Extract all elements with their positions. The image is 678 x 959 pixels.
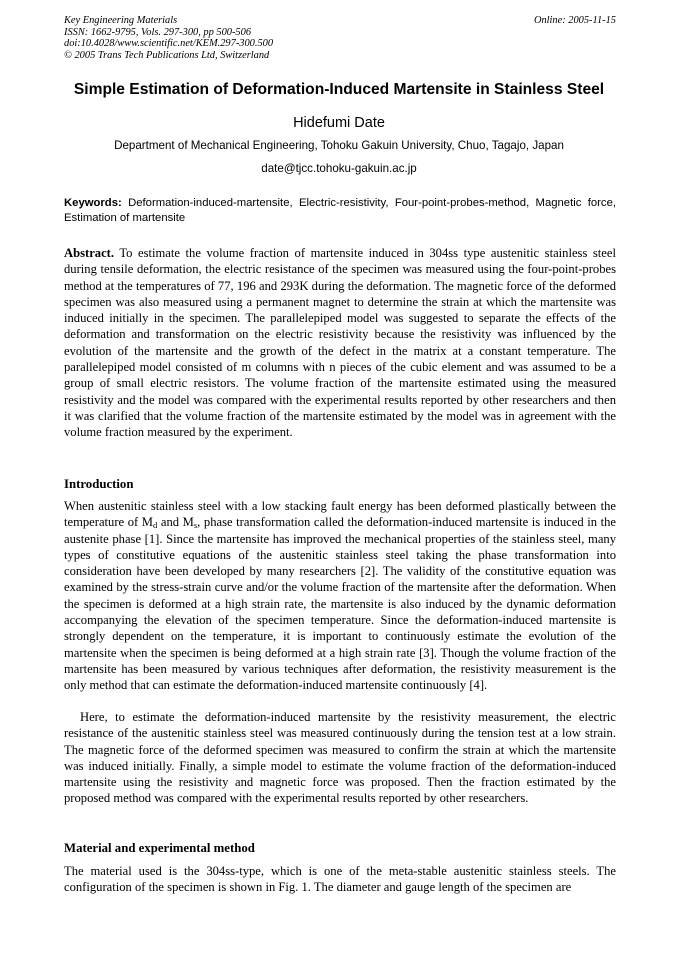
material-paragraph-1: The material used is the 304ss-type, which is one of the meta-stable austenitic stainless steels. The configuration of the specimen is shown in Fig. 1. The diameter and gauge length of the specimen are (64, 864, 616, 895)
abstract-label: Abstract. (64, 246, 115, 260)
intro-text-c: , phase transformation called the deformation-induced martensite is induced in the austenite phase [1]. Since the martensite has improved the mechanical properties of the stainless steel, many types of constitutive equations of the austenitic stainless steel taking the phase transformation into consideration have been developed by many researchers [2]. The validity of the constitutive equation was examined by the stress-strain curve and/or the volume fraction of the martensite after the deformation. When the specimen is deformed at a high strain rate, the martensite is also induced by the dynamic deformation accompanying the elevation of the specimen temperature. Since the deformation-induced martensite is strongly dependent on the temperature, it is important to continuously estimate the evolution of the martensite when the specimen is being deformed at a high strain rate [3]. Though the volume fraction of the martensite has been measured by various techniques after deformation, the resistivity measurement is the only method that can estimate the deformation-induced martensite continuously [4]. (64, 515, 616, 693)
abstract (64, 245, 616, 441)
paper-title: Simple Estimation of Deformation-Induced Martensite in Stainless Steel (73, 81, 605, 98)
copyright-line: © 2005 Trans Tech Publications Ltd, Switzerland (64, 49, 270, 61)
keywords-text: Deformation-induced-martensite, Electric-resistivity, Four-point-probes-method, Magnetic force, Estimation of martensite (64, 197, 616, 224)
doi-line: doi:10.4028/www.scientific.net/KEM.297-300.500 (64, 38, 274, 50)
journal-name: Key Engineering Materials (64, 15, 178, 26)
introduction-paragraph-1 (64, 498, 616, 694)
intro-text-b: and M (157, 515, 194, 530)
keywords-label: Keywords: (64, 197, 122, 209)
journal-header (64, 15, 616, 61)
abstract-text: To estimate the volume fraction of martensite induced in 304ss type austenitic stainless steel during tensile deformation, the electric resistance of the specimen was measured using the four-point-probes method at the temperatures of 77, 196 and 293K during the deformation. The magnetic force of the deformed specimen was also measured using a permanent magnet to determine the strain at which the martensite was induced initially in the specimen. The parallelepiped model was suggested to separate the effects of the deformation and transformation on the electric resistivity because the resistivity was influenced by the evolution of the martensite and the growth of the defect in the matrix at a constant temperature. The parallelepiped model consisted of m columns with n pieces of the cubic element and was assumed to be a group of small electric resistors. The volume fraction of the martensite estimated using the measured resistivity and the model was compared with the experimental results reported by other researchers and then it was clarified that the volume fraction of the martensite estimated by the model was in agreement with the volume fraction measured by the experiment. (64, 246, 616, 440)
issn-line: ISSN: 1662-9795, Vols. 297-300, pp 500-506 (64, 26, 252, 38)
keywords (64, 196, 616, 226)
subscript-s: s (193, 520, 198, 531)
intro-text-p2: Here, to estimate the deformation-induced martensite by the resistivity measurement, the electric resistance of the austenitic stainless steel was measured continuously during the tension test at a low strain. The magnetic force of the deformed specimen was measured to confirm the strain at which the martensite was induced initially. Finally, a simple model to estimate the volume fraction of the deformation-induced martensite using the resistivity and magnetic force was proposed. Then the fraction estimated by the proposed method was compared with the experimental results reported by other researchers. (64, 710, 616, 806)
introduction-paragraph-2 (64, 709, 616, 807)
introduction-heading: Introduction (64, 477, 134, 491)
subscript-d: d (153, 520, 158, 531)
online-date: Online: 2005-11-15 (533, 15, 616, 26)
author-affiliation: Department of Mechanical Engineering, Tohoku Gakuin University, Chuo, Tagajo, Japan (114, 139, 564, 152)
author-name: Hidefumi Date (293, 115, 385, 131)
material-heading: Material and experimental method (64, 841, 255, 855)
intro-text-a: When austenitic stainless steel with a low stacking fault energy has been deformed plastically between the temperature of M (64, 499, 616, 530)
author-email: date@tjcc.tohoku-gakuin.ac.jp (261, 162, 417, 175)
